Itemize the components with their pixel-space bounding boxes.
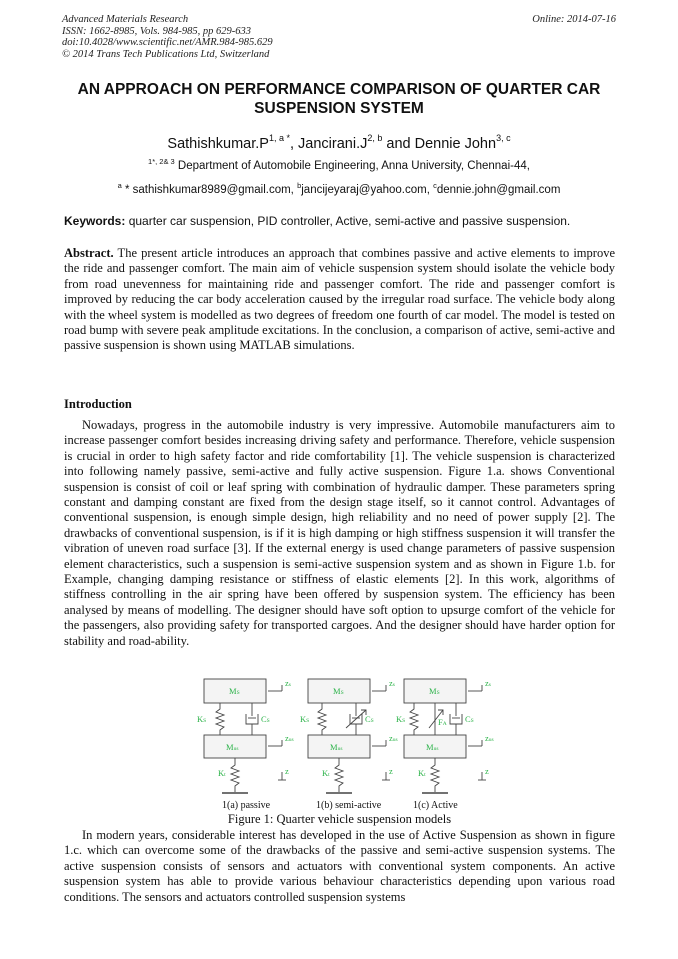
cs-label-c: CS <box>465 714 474 724</box>
semi-active-model <box>308 679 390 793</box>
sub-caption-c: 1(c) Active <box>413 800 458 811</box>
fa-label: FA <box>438 717 447 727</box>
zus-label-b: zus <box>389 733 398 743</box>
zs-label-b: zs <box>389 678 395 688</box>
keywords-label: Keywords: <box>64 214 126 228</box>
tyre-spring-kt-c <box>431 758 439 792</box>
introduction-paragraph-2: In modern years, considerable interest has developed in the use of Active Suspension as shown in figure 1.c. which can overcome some of the drawbacks of the passive and semi-active suspension systems. The active suspension consists of sensors and actuators with conventional system components. An active suspension system has able to provide various behaviour characteristics depending upon various road conditions. The sensors and actuators controlled suspension systems <box>64 828 615 904</box>
author-emails <box>40 179 638 197</box>
abstract-label: Abstract. <box>64 246 114 260</box>
z-label-c: z <box>485 766 489 776</box>
affiliation <box>40 155 638 173</box>
zs-label-c: zs <box>485 678 491 688</box>
abstract-text: The present article introduces an approach that combines passive and active elements to improve the ride and passenger comfort. The main aim of vehicle suspension system should isolate the vehicle body from road unevenness for maintaining ride and passenger comfort. The ride and passenger comfort is improved by reducing the car body acceleration caused by the irregular road surface. The vehicle body along with the wheel system is modelled as two degrees of freedom one fourth of car model. The model is tested on road bump with severe peak amplitude excitations. In the conclusion, a comparison of active, semi-active and passive suspension is shown using MATLAB simulations. <box>64 246 615 353</box>
spring-ks-c <box>410 703 418 735</box>
email-sup-a: a <box>117 181 122 190</box>
ks-label-c: KS <box>396 714 406 724</box>
author-2-sup: 2, b <box>367 133 383 143</box>
suspension-figure <box>190 676 510 812</box>
cs-label-a: CS <box>261 714 270 724</box>
paper-title <box>40 80 638 118</box>
ms-label-a: MS <box>229 686 240 696</box>
email-1: * sathishkumar8989@gmail.com, <box>121 184 298 196</box>
affiliation-sup: 1*, 2& 3 <box>148 157 175 166</box>
damper-cs-a <box>246 703 258 735</box>
mus-label-a: Mus <box>226 742 239 752</box>
email-3: dennie.john@gmail.com <box>436 184 561 196</box>
kt-label-b: Kt <box>322 768 330 778</box>
kt-label-a: Kt <box>218 768 226 778</box>
keywords-text: quarter car suspension, PID controller, Active, semi-active and passive suspension. <box>125 214 571 228</box>
passive-model <box>204 679 286 793</box>
copyright-line: © 2014 Trans Tech Publications Ltd, Switzerland <box>62 48 270 60</box>
ms-label-c: MS <box>429 686 440 696</box>
doi-line: doi:10.4028/www.scientific.net/AMR.984-985.629 <box>62 37 273 48</box>
damper-cs-c <box>450 703 462 735</box>
z-label-a: z <box>285 766 289 776</box>
journal-header <box>62 14 273 60</box>
journal-name: Advanced Materials Research <box>62 14 189 25</box>
author-3: and Dennie John <box>382 136 497 152</box>
affiliation-text: Department of Automobile Engineering, Anna University, Chennai-44, <box>177 160 530 172</box>
tyre-spring-kt-a <box>231 758 239 792</box>
author-2: , Jancirani.J <box>290 136 368 152</box>
figure-caption: Figure 1: Quarter vehicle suspension models <box>227 812 452 826</box>
introduction-heading: Introduction <box>64 397 132 411</box>
spring-ks-a <box>216 703 224 735</box>
title-line-2: SUSPENSION SYSTEM <box>254 100 424 117</box>
spring-ks-b <box>318 703 326 735</box>
ks-label-a: KS <box>197 714 207 724</box>
zs-label-a: zs <box>285 678 291 688</box>
author-3-sup: 3, c <box>496 133 511 143</box>
online-date: Online: 2014-07-16 <box>532 14 616 25</box>
abstract <box>64 246 615 354</box>
sub-caption-b: 1(b) semi-active <box>316 800 382 811</box>
author-list <box>40 129 638 153</box>
zus-label-c: zus <box>485 733 494 743</box>
zus-label-a: zus <box>285 733 294 743</box>
title-line-1: AN APPROACH ON PERFORMANCE COMPARISON OF QUARTER CAR <box>77 81 601 98</box>
active-model <box>404 679 486 793</box>
z-label-b: z <box>389 766 393 776</box>
email-sup-c: c <box>433 181 437 190</box>
damper-cs-b <box>346 703 366 735</box>
email-sup-b: b <box>297 181 302 190</box>
kt-label-c: Kt <box>418 768 426 778</box>
author-1-sup: 1, a * <box>268 133 290 143</box>
keywords <box>64 214 616 229</box>
ks-label-b: KS <box>300 714 310 724</box>
issn-line: ISSN: 1662-8985, Vols. 984-985, pp 629-633 <box>62 25 251 37</box>
introduction-paragraph-1: Nowadays, progress in the automobile industry is very impressive. Automobile manufacturers aim to increase passenger comfort besides increasing driving safety and performance. Therefore, vehicle suspension is crucial in order to high safety factor and ride comfortability [1]. The vehicle suspension is characterized into following namely passive, semi-active and fully active suspension. Figure 1.a. shows Conventional suspension is consist of coil or leaf spring with combination of hydraulic damper. These parameters spring constant and damping constant are fixed from the design stage itself, so it cannot control. Advantages of conventional suspension, is enough simple design, high reliability and no need of power supply [2]. The drawbacks of conventional suspension, is if it is high damping or high stiffness suspension it will transfer the vibration of uneven road surface [3]. If the external energy is used change parameters of passive suspension element characteristics, such a suspension is semi-active suspension system and as shown in Figure 1.b. for Example, changing damping resistance or stiffness of elastic elements [2]. In this work, algorithms of stiffness controlling in the air spring have been offered by suspension system. The efficiency has been analysed by means of modelling. The designer should have soft option to upsurge comfort of the vehicle for the passengers, also providing safety for transported cargoes. And the designer should have harder option for stability and road-ability. <box>64 418 615 648</box>
email-2: jancijeyaraj@yahoo.com, <box>301 184 434 196</box>
ms-label-b: MS <box>333 686 344 696</box>
sub-caption-a: 1(a) passive <box>222 800 271 811</box>
tyre-spring-kt-b <box>335 758 343 792</box>
mus-label-b: Mus <box>330 742 343 752</box>
author-1: Sathishkumar.P <box>167 136 269 152</box>
cs-label-b: CS <box>365 714 374 724</box>
mus-label-c: Mus <box>426 742 439 752</box>
